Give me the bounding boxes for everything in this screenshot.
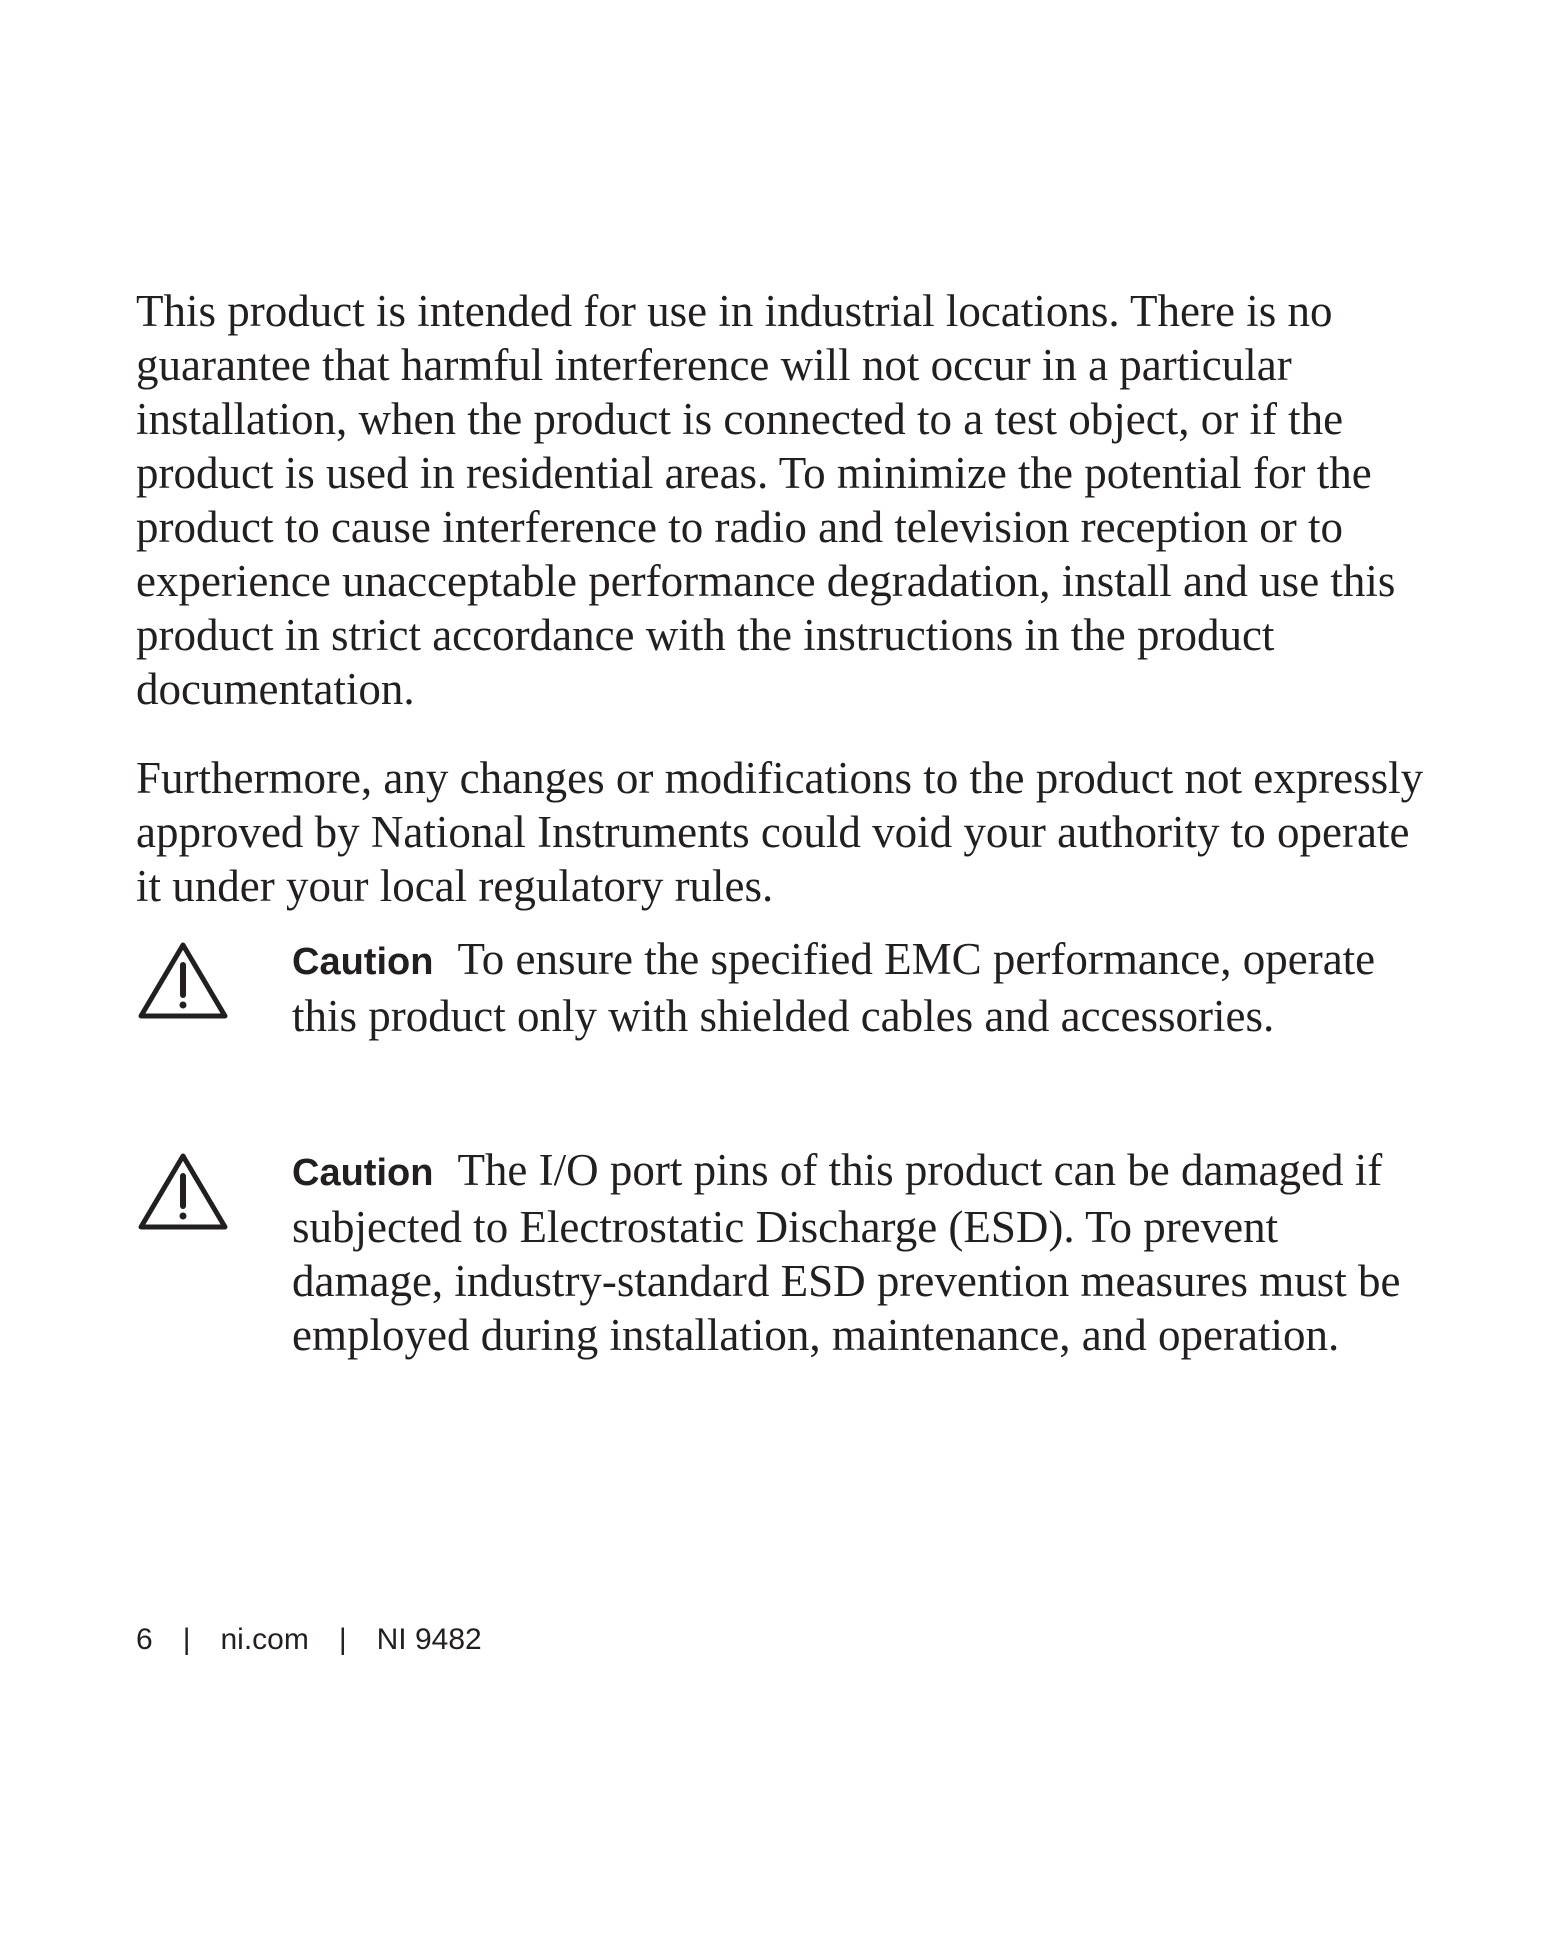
caution-label: Caution	[292, 941, 434, 983]
footer-product: NI 9482	[376, 1623, 482, 1656]
warning-triangle-icon	[136, 1151, 230, 1235]
footer-website: ni.com	[220, 1623, 309, 1656]
page-footer	[136, 1622, 482, 1658]
warning-triangle-icon	[136, 940, 230, 1024]
caution-text: To ensure the specified EMC performance, operate this product only with shielded cables and accessories.	[292, 934, 1376, 1041]
footer-separator: |	[338, 1623, 347, 1656]
caution-text-block	[292, 1143, 1422, 1362]
caution-text: The I/O port pins of this product can be damaged if subjected to Electrostatic Discharge (ESD). To prevent damage, industry-standard ESD prevention measures must be employed during installation, maintenance, and operation.	[292, 1145, 1401, 1360]
body-paragraph: This product is intended for use in industrial locations. There is no guarantee that harmful interference will not occur in a particular installation, when the product is connected to a test object, or if the product is used in residential areas. To minimize the potential for the product to cause interference to radio and television reception or to experience unacceptable performance degradation, install and use this product in strict accordance with the instructions in the product documentation.	[136, 286, 1396, 714]
footer-separator: |	[182, 1623, 191, 1656]
page-number: 6	[136, 1623, 153, 1656]
body-paragraph: Furthermore, any changes or modifications to the product not expressly approved by National Instruments could void your authority to operate it under your local regulatory rules.	[136, 753, 1424, 911]
caution-label: Caution	[292, 1152, 434, 1194]
caution-text-block	[292, 932, 1422, 1043]
